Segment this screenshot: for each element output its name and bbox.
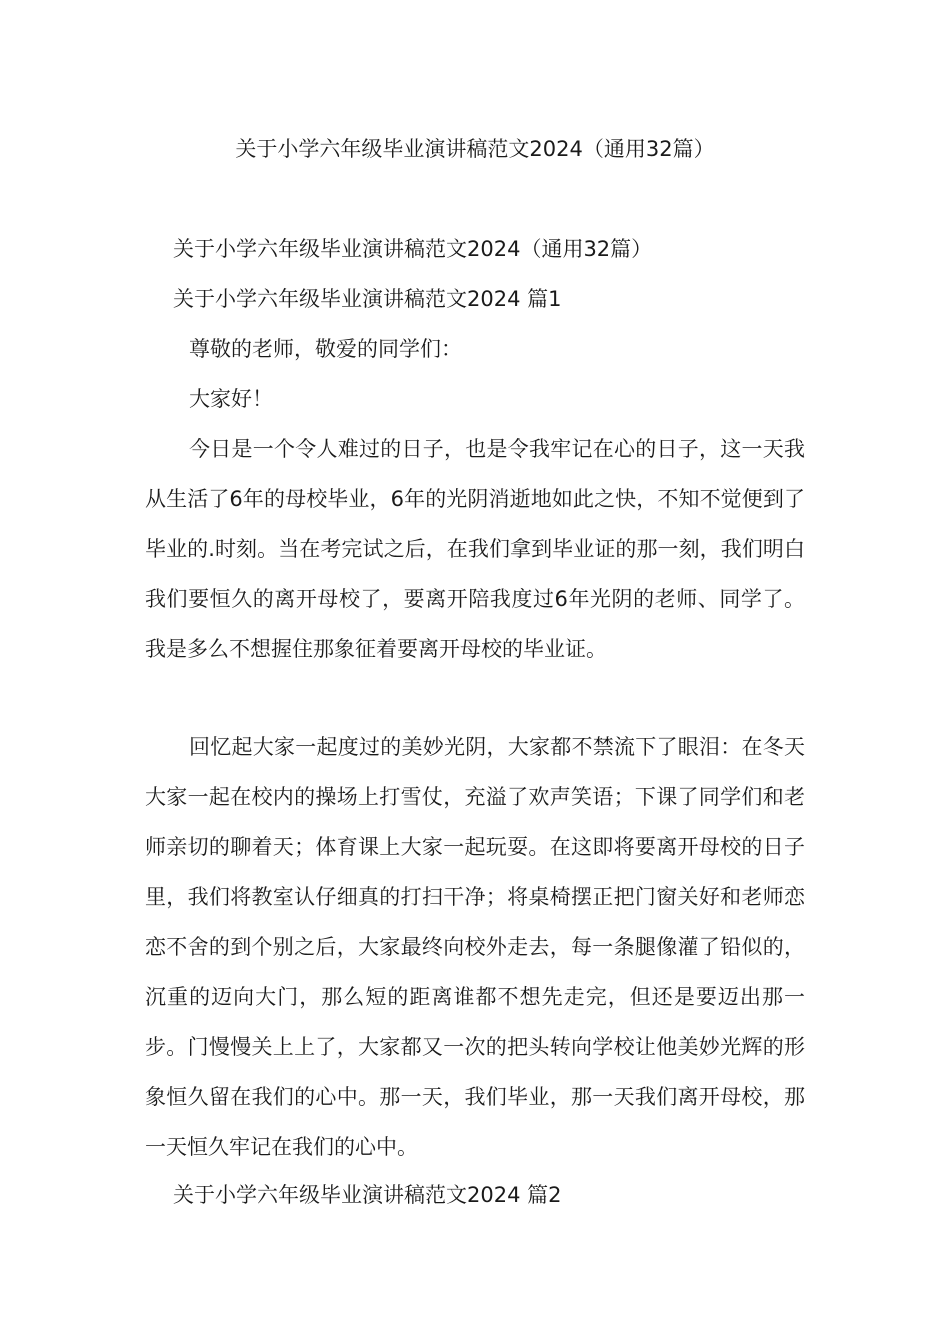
document-subtitle: 关于小学六年级毕业演讲稿范文2024（通用32篇）: [173, 237, 653, 261]
body-paragraph-1: 今日是一个令人难过的日子，也是令我牢记在心的日子，这一天我从生活了6年的母校毕业，6年的光阴消逝地如此之快，不知不觉便到了毕业的.时刻。当在考完试之后，在我们拿到毕业证的那一刻，我们明白我们要恒久的离开母校了，要离开陪我度过6年光阴的老师、同学了。我是多么不想握住那象征着要离开母校的毕业证。: [145, 437, 805, 661]
section-heading-1: 关于小学六年级毕业演讲稿范文2024 篇1: [173, 287, 562, 311]
hello-line: 大家好！: [189, 387, 273, 411]
body-paragraph-2: 回忆起大家一起度过的美妙光阴，大家都不禁流下了眼泪：在冬天大家一起在校内的操场上打雪仗，充溢了欢声笑语；下课了同学们和老师亲切的聊着天；体育课上大家一起玩耍。在这即将要离开母校的日子里，我们将教室认仔细真的打扫干净；将桌椅摆正把门窗关好和老师恋恋不舍的到个别之后，大家最终向校外走去，每一条腿像灌了铅似的，沉重的迈向大门，那么短的距离谁都不想先走完，但还是要迈出那一步。门慢慢关上上了，大家都又一次的把头转向学校让他美妙光辉的形象恒久留在我们的心中。那一天，我们毕业，那一天我们离开母校，那一天恒久牢记在我们的心中。: [145, 735, 805, 1159]
section-heading-2: 关于小学六年级毕业演讲稿范文2024 篇2: [173, 1183, 562, 1207]
document-title: 关于小学六年级毕业演讲稿范文2024（通用32篇）: [235, 137, 715, 161]
greeting-line: 尊敬的老师，敬爱的同学们：: [189, 337, 462, 361]
